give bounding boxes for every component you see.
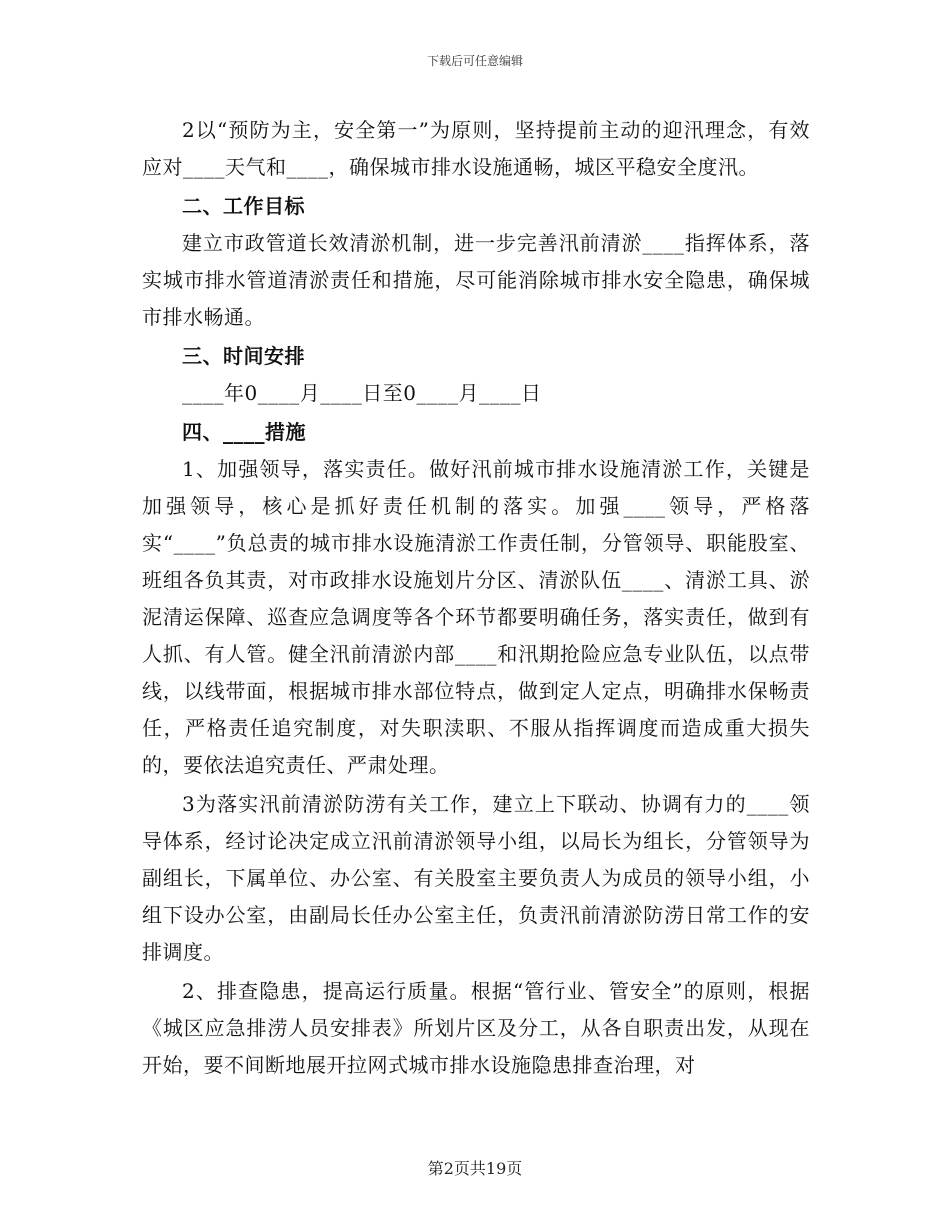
paragraph-goals: 建立市政管道长效清淤机制，进一步完善汛前清淤____指挥体系，落实城市排水管道清淤责任和措施，尽可能消除城市排水安全隐患，确保城市排水畅通。: [142, 231, 810, 329]
paragraph-measure-2: 2、排查隐患，提高运行质量。根据“管行业、管安全”的原则，根据《城区应急排涝人员安排表》所划片区及分工，从各自职责出发，从现在开始，要不间断地展开拉网式城市排水设施隐患排查治理，对: [142, 979, 810, 1077]
page-footer: 第2页共19页: [427, 1159, 523, 1178]
heading-work-goals: 二、工作目标: [182, 194, 305, 218]
paragraph-schedule: ____年0____月____日至0____月____日: [182, 381, 542, 405]
document-body: [142, 112, 810, 1084]
heading-measures: 四、____措施: [182, 420, 306, 444]
paragraph-measure-1: 1、加强领导，落实责任。做好汛前城市排水设施清淤工作，关键是加强领导，核心是抓好责任机制的落实。加强____领导，严格落实“____”负总责的城市排水设施清淤工作责任制，分管领导、职能股室、班组各负其责，对市政排水设施划片分区、清淤队伍____、清淤工具、淤泥清运保障、巡查应急调度等各个环节都要明确任务，落实责任，做到有人抓、有人管。健全汛前清淤内部____和汛期抢险应急专业队伍，以点带线，以线带面，根据城市排水部位特点，做到定人定点，明确排水保畅责任，严格责任追究制度，对失职渎职、不服从指挥调度而造成重大损失的，要依法追究责任、严肃处理。: [142, 457, 810, 777]
paragraph-measure-3: 3为落实汛前清淤防涝有关工作，建立上下联动、协调有力的____领导体系，经讨论决定成立汛前清淤领导小组，以局长为组长，分管领导为副组长，下属单位、办公室、有关股室主要负责人为成员的领导小组，小组下设办公室，由副局长任办公室主任，负责汛前清淤防涝日常工作的安排调度。: [142, 792, 810, 964]
page-header: 下载后可任意编辑: [426, 54, 523, 68]
paragraph-principle: 2以“预防为主，安全第一”为原则，坚持提前主动的迎汛理念，有效应对____天气和____，确保城市排水设施通畅，城区平稳安全度汛。: [142, 118, 810, 179]
heading-schedule: 三、时间安排: [182, 344, 305, 368]
